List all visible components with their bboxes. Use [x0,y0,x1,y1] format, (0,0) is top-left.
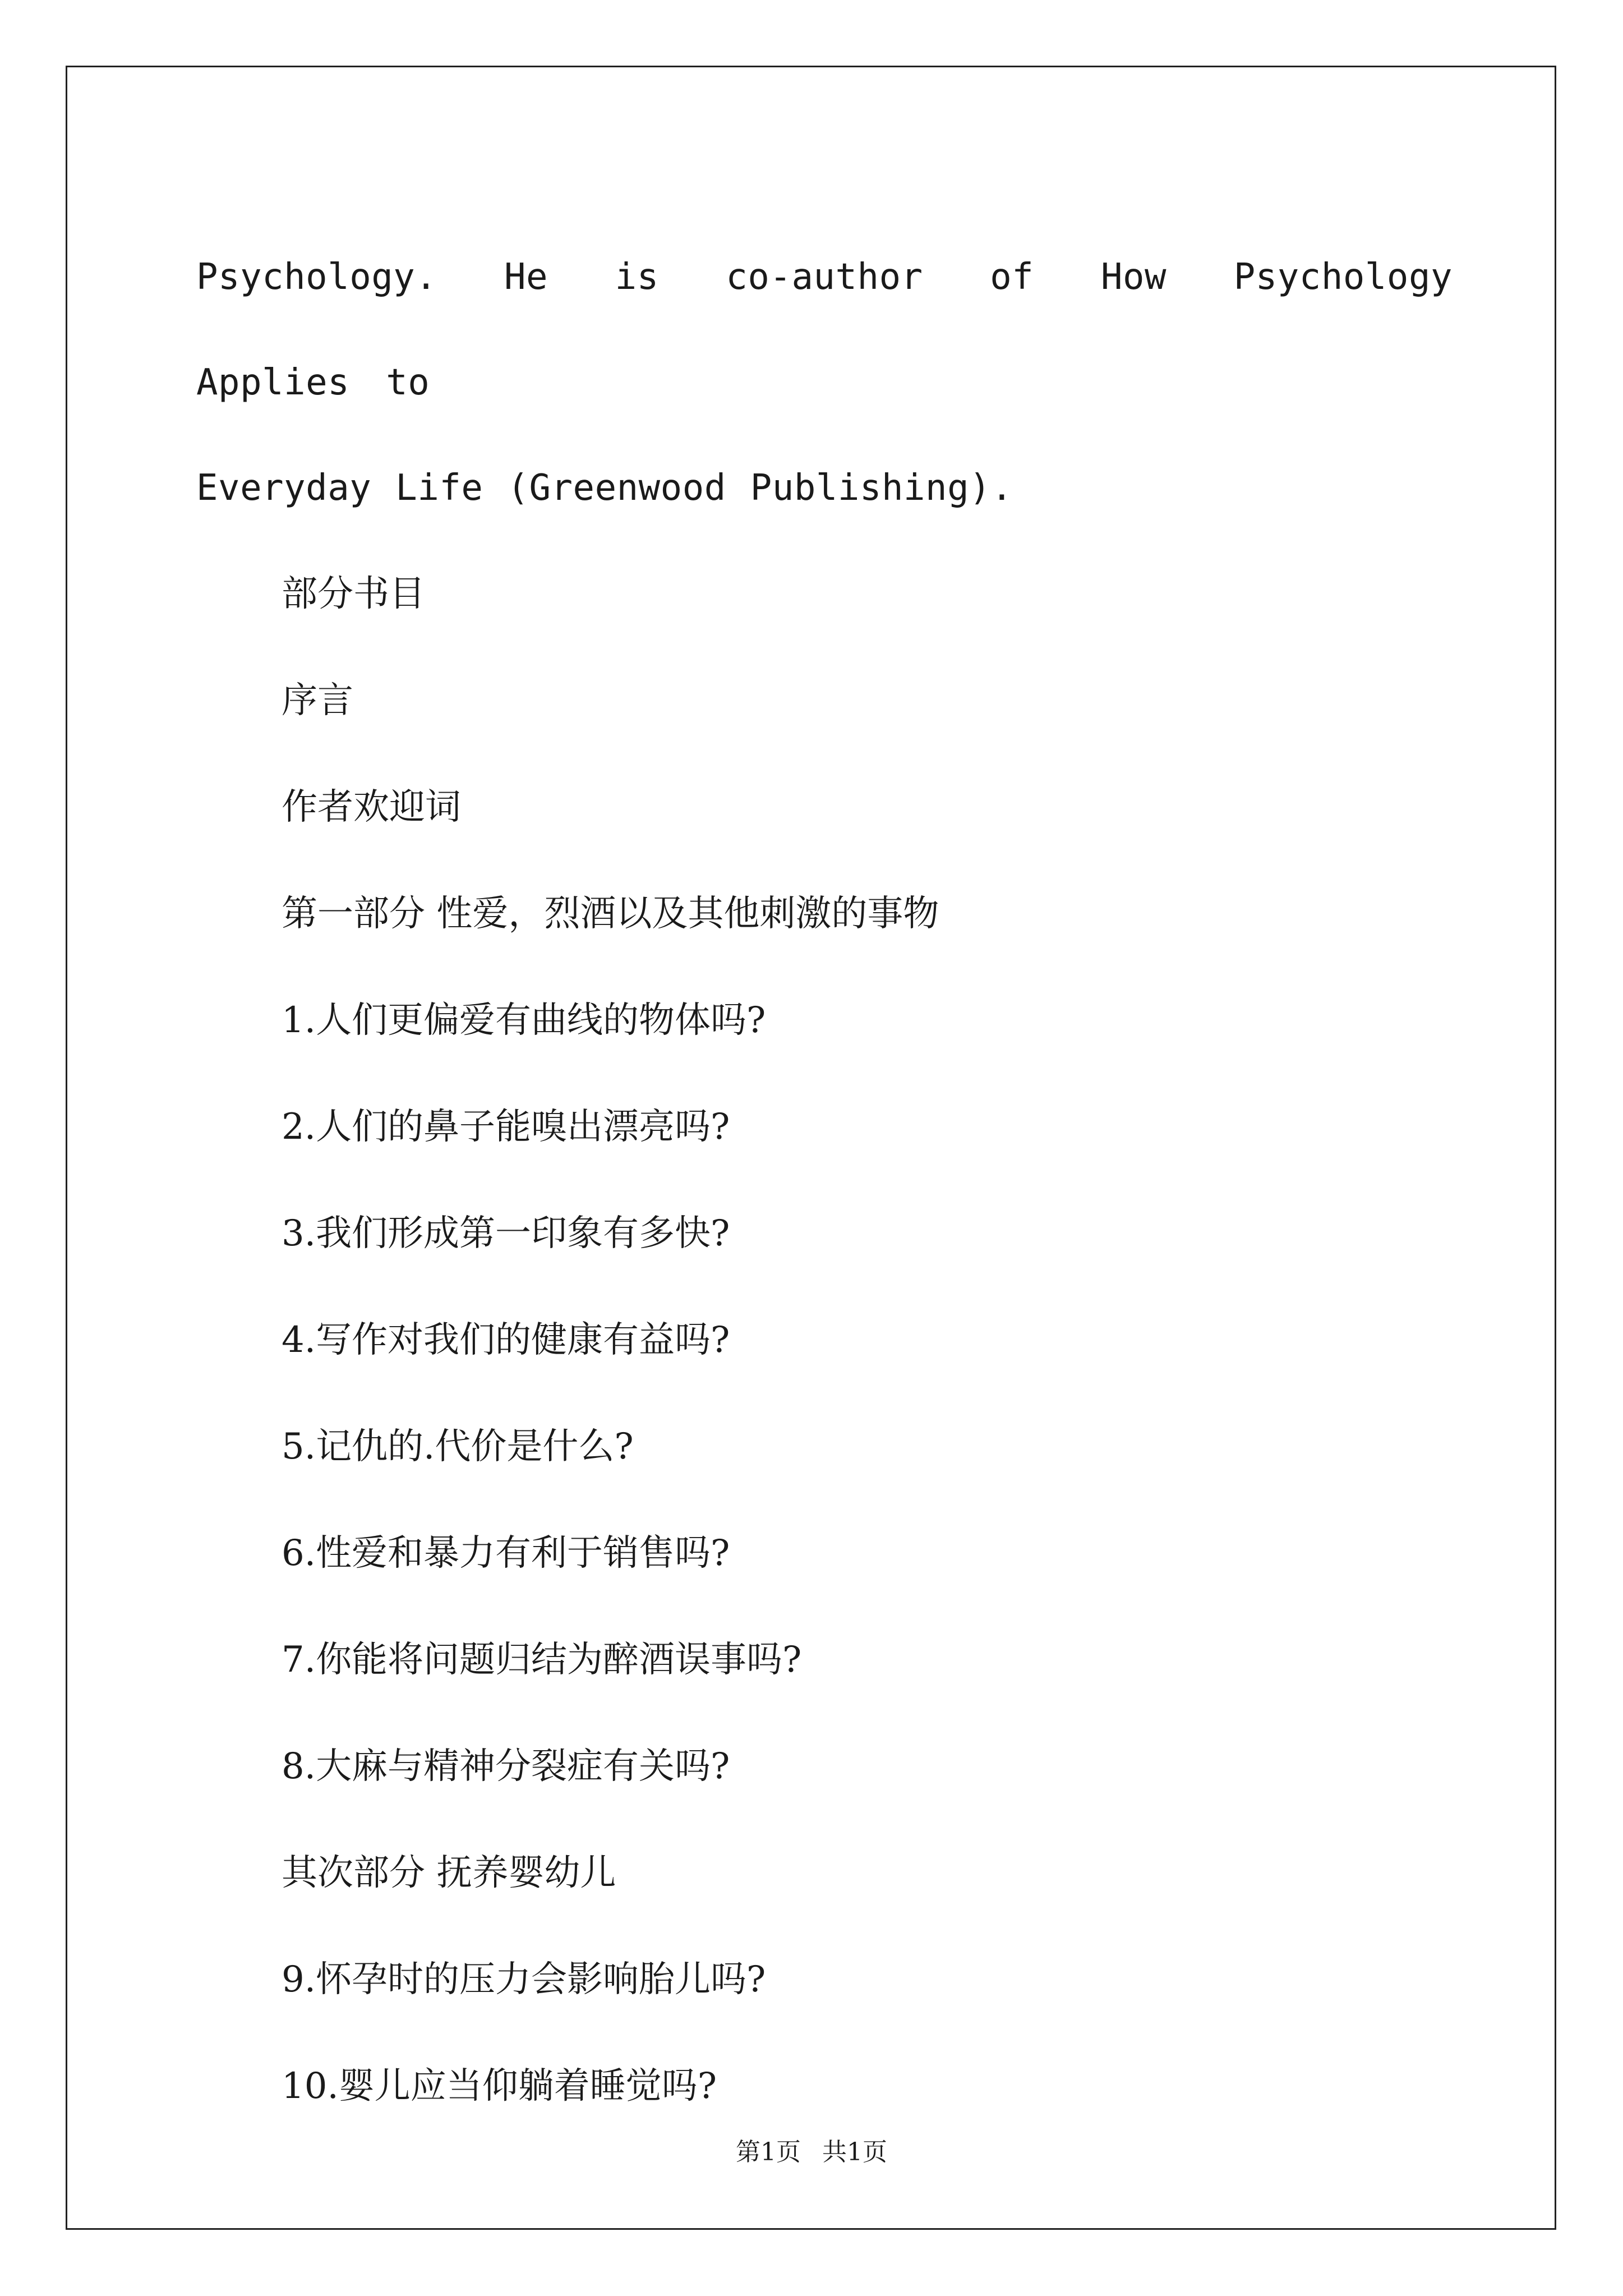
intro-paragraph [196,224,1453,541]
toc-heading: 部分书目 [282,573,425,615]
toc-item-preface: 序言 [282,680,353,721]
page-footer [0,2132,1623,2168]
toc-item-7: 7.你能将问题归结为醉酒误事吗? [282,1639,802,1681]
toc-item-5: 5.记仇的.代价是什么? [282,1426,634,1467]
toc-part-2: 其次部分 抚养婴幼儿 [282,1852,616,1894]
toc-item-8: 8.大麻与精神分裂症有关吗? [282,1746,730,1787]
toc-item-6: 6.性爱和暴力有利于销售吗? [282,1533,730,1574]
document-body [196,224,1453,2139]
toc-item-9: 9.怀孕时的压力会影响胎儿吗? [282,1959,766,2000]
page-number: 第1页 [736,2138,801,2166]
toc-item-1: 1.人们更偏爱有曲线的物体吗? [282,1000,766,1041]
intro-line-2: Everyday Life (Greenwood Publishing). [196,467,1013,509]
page-total: 共1页 [822,2138,887,2166]
intro-line-1: Psychology. He is co-author of How Psychology Applies to [196,256,1453,403]
toc-part-1: 第一部分 性爱，烈酒以及其他刺激的事物 [282,893,939,935]
toc-item-4: 4.写作对我们的健康有益吗? [282,1319,730,1361]
toc-item-3: 3.我们形成第一印象有多快? [282,1213,730,1254]
toc-item-10: 10.婴儿应当仰躺着睡觉吗? [282,2065,717,2107]
toc-item-2: 2.人们的鼻子能嗅出漂亮吗? [282,1106,730,1148]
toc-item-welcome: 作者欢迎词 [282,786,461,828]
